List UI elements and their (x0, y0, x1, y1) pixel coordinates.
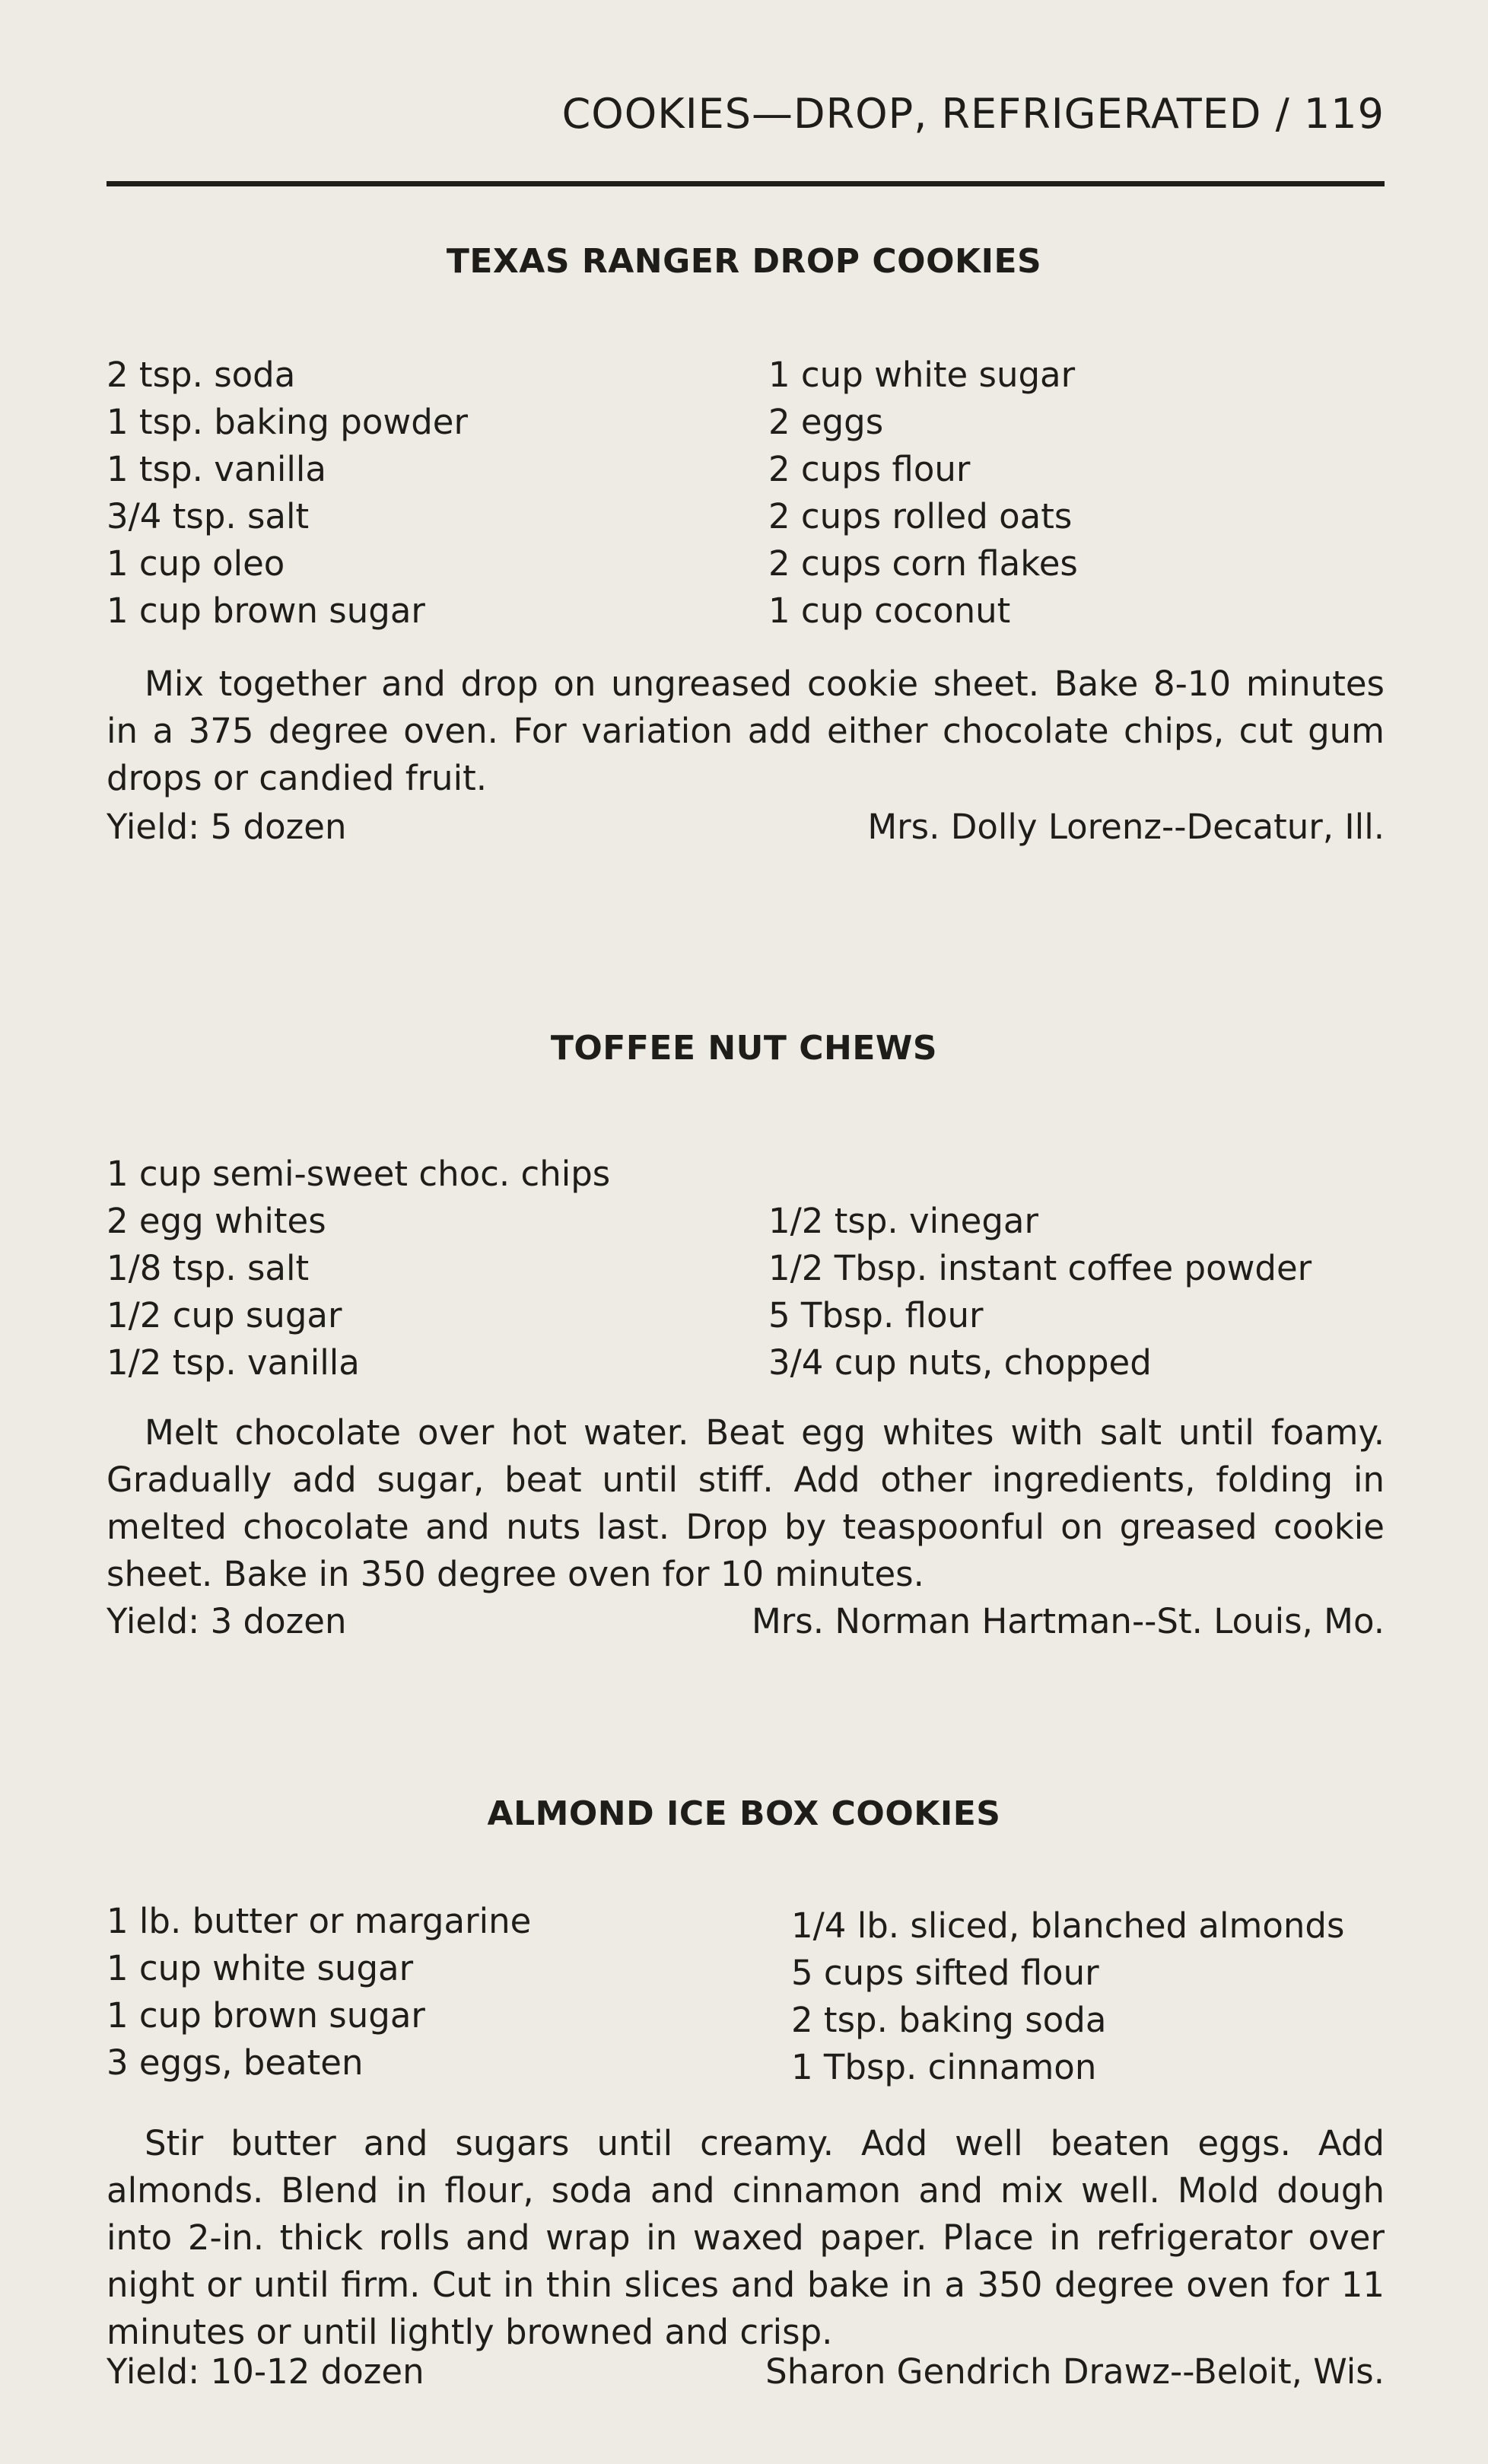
ingredient: 1 cup brown sugar (107, 591, 425, 631)
ingredient: 1 cup white sugar (107, 1948, 414, 1988)
ingredient: 2 cups rolled oats (768, 496, 1073, 536)
ingredient: 1/8 tsp. salt (107, 1248, 310, 1288)
ingredient: 2 eggs (768, 402, 884, 442)
method-text: Mix together and drop on ungreased cookie sheet. Bake 8-10 minutes in a 375 degree oven. For variation add either chocolate chips, cut gum drops or candied fruit. (107, 664, 1385, 798)
method-text: Stir butter and sugars until creamy. Add well beaten eggs. Add almonds. Blend in flour, soda and cinnamon and mix well. Mold dough into 2-in. thick rolls and wrap in waxed paper. Place in refrigerator over night or until firm. Cut in thin slices and bake in a 350 degree oven for 11 minutes or until lightly browned and crisp. (107, 2123, 1385, 2352)
ingredient: 1/2 Tbsp. instant coffee powder (768, 1248, 1312, 1288)
recipe-author: Sharon Gendrich Drawz--Beloit, Wis. (765, 2351, 1385, 2392)
recipe-title-almond-ice-box: ALMOND ICE BOX COOKIES (487, 1794, 1001, 1833)
ingredient: 5 cups sifted flour (791, 1953, 1099, 1993)
ingredients-right-toffee (768, 1198, 1312, 1386)
ingredient: 2 tsp. soda (107, 355, 296, 395)
method-texas-ranger (107, 661, 1385, 802)
recipe-author: Mrs. Norman Hartman--St. Louis, Mo. (751, 1601, 1385, 1641)
ingredients-right-texas-ranger (768, 352, 1078, 635)
method-almond (107, 2120, 1385, 2356)
ingredient: 2 cups flour (768, 449, 971, 489)
ingredient: 1 cup semi-sweet choc. chips (107, 1154, 611, 1194)
ingredient: 3/4 tsp. salt (107, 496, 310, 536)
ingredient: 1/2 cup sugar (107, 1295, 342, 1335)
ingredient: 2 cups corn flakes (768, 543, 1078, 584)
recipe-yield: Yield: 5 dozen (107, 807, 347, 847)
ingredients-top-toffee (107, 1151, 610, 1198)
ingredient: 1 cup brown sugar (107, 1995, 425, 2036)
ingredient: 2 egg whites (107, 1201, 326, 1241)
method-text: Melt chocolate over hot water. Beat egg whites with salt until foamy. Gradually add sugar, beat until stiff. Add other ingredients, folding in melted chocolate and nuts last. Drop by teaspoonful on greased cookie sheet. Bake in 350 degree oven for 10 minutes. (107, 1412, 1385, 1594)
recipe-title-toffee-nut-chews: TOFFEE NUT CHEWS (550, 1029, 938, 1068)
ingredients-left-toffee (107, 1198, 360, 1386)
ingredients-right-almond (791, 1902, 1344, 2091)
ingredient: 1 tsp. baking powder (107, 402, 468, 442)
ingredient: 1/2 tsp. vanilla (107, 1342, 360, 1383)
ingredient: 3 eggs, beaten (107, 2042, 364, 2083)
recipe-author: Mrs. Dolly Lorenz--Decatur, Ill. (867, 807, 1385, 847)
ingredient: 1 cup coconut (768, 591, 1011, 631)
ingredients-left-texas-ranger (107, 352, 468, 635)
ingredient: 3/4 cup nuts, chopped (768, 1342, 1152, 1383)
ingredient: 2 tsp. baking soda (791, 2000, 1107, 2040)
ingredient: 1 Tbsp. cinnamon (791, 2047, 1097, 2087)
page-header: COOKIES—DROP, REFRIGERATED / 119 (561, 90, 1385, 138)
recipe-title-texas-ranger: TEXAS RANGER DROP COOKIES (446, 242, 1042, 281)
recipe-yield: Yield: 3 dozen (107, 1601, 347, 1641)
method-toffee (107, 1409, 1385, 1598)
ingredient: 1/2 tsp. vinegar (768, 1201, 1038, 1241)
ingredient: 1 cup oleo (107, 543, 285, 584)
ingredient: 5 Tbsp. flour (768, 1295, 984, 1335)
ingredient: 1/4 lb. sliced, blanched almonds (791, 1905, 1345, 1946)
ingredients-left-almond (107, 1898, 531, 2087)
ingredient: 1 cup white sugar (768, 355, 1076, 395)
header-divider (107, 181, 1385, 186)
recipe-yield: Yield: 10-12 dozen (107, 2351, 424, 2392)
ingredient: 1 lb. butter or margarine (107, 1901, 532, 1941)
ingredient: 1 tsp. vanilla (107, 449, 327, 489)
